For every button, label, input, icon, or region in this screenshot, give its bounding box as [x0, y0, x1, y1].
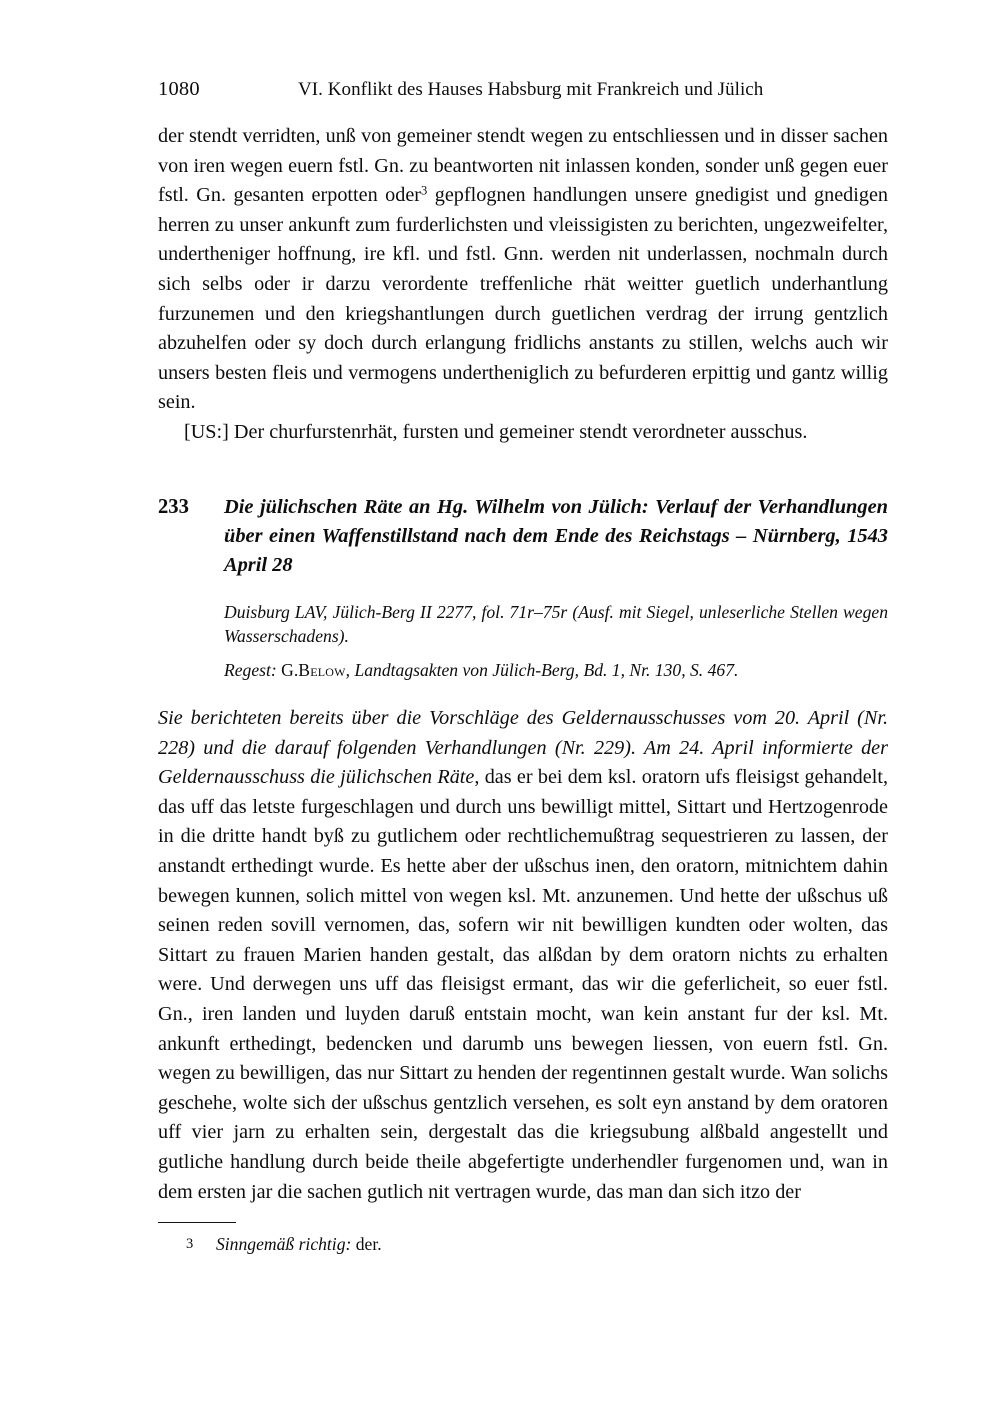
entry-number: 233	[158, 495, 189, 518]
summary-roman-text: , das er bei dem ksl. oratorn ufs fleisigst gehandelt, das uff das letste furgeschlagen und durch uns bewilligt mittel, Sittart und Hertzogenrode in die dritte handt byß zu gutlichem oder rechtlichemußtrag sequestrieren zu lassen, der anstandt erthedingt wurde. Es hette aber der ußschus inen, den oratorn, mitnichtem dahin bewegen kunnen, solich mittel von wegen ksl. Mt. anzunemen. Und hette der ußschus uß seinen reden sovill vernomen, das, sofern wir nit bewilligen kundten oder wolten, das Sittart zu frauen Marien handen gestalt, das alßdan by dem oratorn nichts zu erhalten were. Und derwegen uns uff das fleisigst ermant, das wir die geferlicheit, so euer fstl. Gn., iren landen und luyden daruß entstain mocht, wan kein anstant fur der ksl. Mt. ankunft erthedingt, bedencken und darumb uns bewegen liessen, von euern fstl. Gn. wegen zu bewilligen, das nur Sittart zu henden der regentinnen gestalt wurde. Wan solichs geschehe, wolte sich der ußschus gentzlich versehen, es solt eyn anstand by dem oratoren uff vier jarn zu erhalten sein, dergestalt das die kriegsubung alßbald angestellt und gutliche handlung durch beide theile abgefertigte underhendler furgenomen und, wan in dem ersten jar die sachen gutlich nit vertragen wurde, das man dan sich itzo der	[158, 766, 888, 1203]
paragraph-1-text-before-footnote: der stendt verridten, unß von gemeiner stendt wegen zu entschliessen und in disser sachen von iren wegen euern fstl. Gn. zu beantworten nit inlassen konden, sonder unß gegen euer fstl. Gn. gesanten erpotten oder	[158, 125, 888, 207]
entry-title: Die jülichschen Räte an Hg. Wilhelm von Jülich: Verlauf der Verhandlungen über einen Waffenstillstand nach dem Ende des Reichstags – Nürnberg, 1543 April 28	[224, 495, 888, 576]
regest-author-name: Below	[298, 659, 346, 680]
footnote-marker: 3	[186, 1236, 194, 1252]
body-paragraph-1	[158, 122, 888, 418]
archival-source-citation: Duisburg LAV, Jülich-Berg II 2277, fol. 71r–75r (Ausf. mit Siegel, unleserliche Stellen wegen Wasserschadens).	[224, 601, 888, 647]
entry-heading-233	[158, 493, 888, 580]
paragraph-1-text-after-footnote: gepflognen handlungen unsere gnedigist und gnedigen herren zu unser ankunft zum furderlichsten und vleissigisten zu berichten, ungezweifelter, undertheniger hoffnung, ire kfl. und fstl. Gnn. werden nit underlassen, nochmaln durch sich selbs oder ir darzu verordente treffenliche rhät weitter guetlich underhantlung furzunemen und den kriegshantlungen durch guetlichen verdrag der irrung gentzlich abzuhelfen oder sy doch durch erlangung fridlichs anstants zu stillen, welchs auch wir unsers besten fleis und vermogens undertheniglich zu befurderen erpittig und gantz willig sein.	[158, 184, 889, 414]
footnote-separator-rule	[158, 1222, 236, 1223]
body-paragraph-2: [US:] Der churfurstenrhät, fursten und gemeiner stendt verordneter ausschus.	[184, 420, 808, 443]
regest-citation	[224, 658, 888, 683]
citation-block	[158, 600, 888, 683]
page-number: 1080	[158, 78, 200, 100]
footnote-area	[158, 1222, 888, 1256]
regest-summary-paragraph	[158, 704, 888, 1207]
running-head-title: VI. Konflikt des Hauses Habsburg mit Frankreich und Jülich	[298, 79, 764, 100]
running-head	[158, 78, 888, 104]
text-column	[158, 122, 888, 1207]
regest-author-initial: G.	[276, 659, 299, 680]
footnote-roman-value: der.	[351, 1234, 382, 1254]
footnote-reference-3[interactable]: 3	[421, 183, 428, 198]
summary-italic-text: Sie berichteten bereits über die Vorschläge des Geldernausschusses vom 20. April (Nr. 228) und die darauf folgenden Verhandlungen (Nr. 229). Am 24. April informierte der Geldernausschuss die jülichschen Räte	[158, 707, 888, 789]
footnote-3	[158, 1232, 888, 1256]
regest-label: Regest:	[224, 659, 277, 680]
regest-reference: , Landtagsakten von Jülich-Berg, Bd. 1, Nr. 130, S. 467.	[345, 659, 739, 680]
footnote-text	[216, 1234, 382, 1254]
footnote-italic-label: Sinngemäß richtig:	[216, 1234, 352, 1254]
